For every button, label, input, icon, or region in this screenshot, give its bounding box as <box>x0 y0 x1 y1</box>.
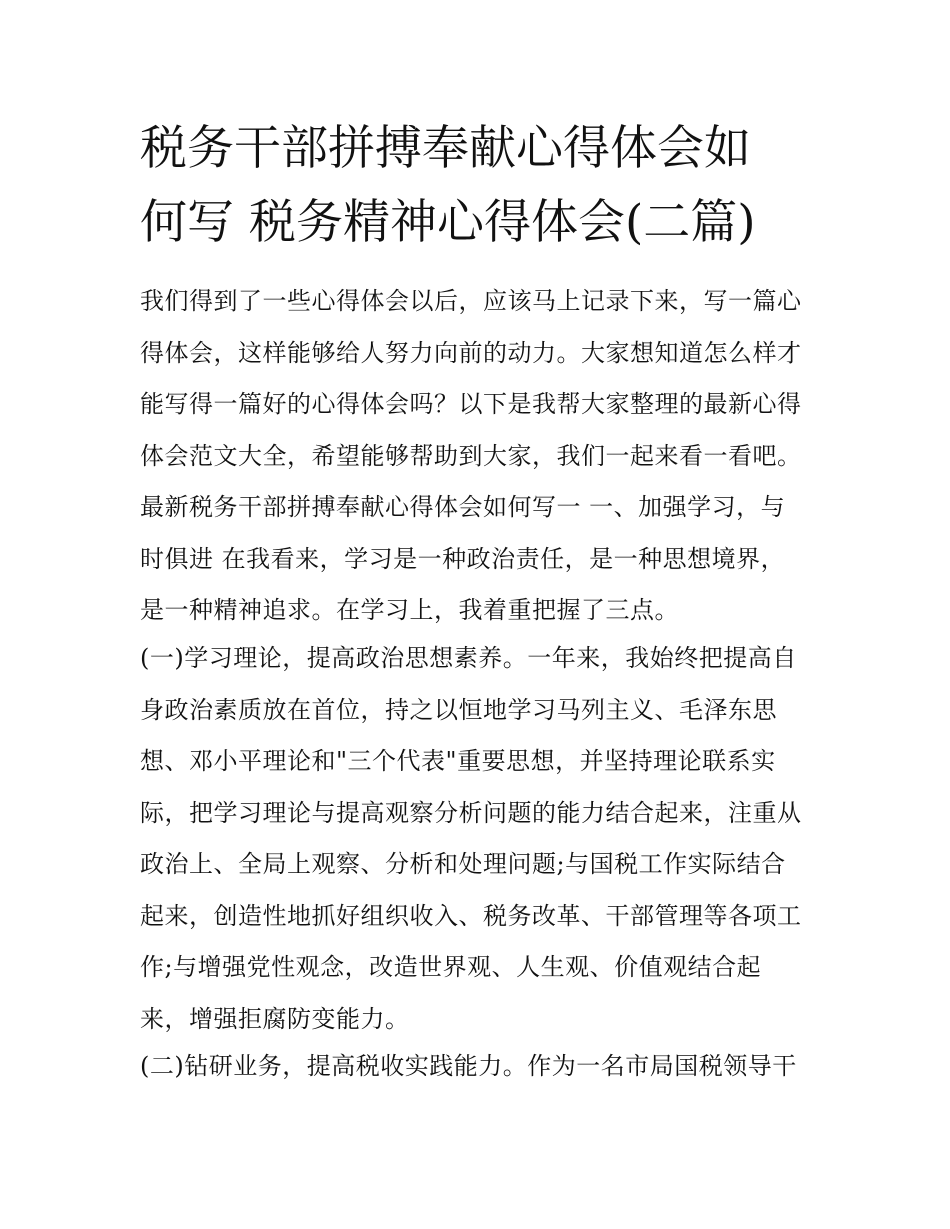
text-line: 时俱进 在我看来，学习是一种政治责任，是一种思想境界， <box>140 544 786 573</box>
text-line: (二)钻研业务，提高税收实践能力。作为一名市局国税领导干 <box>140 1052 797 1080</box>
paragraph-study-business <box>140 1041 820 1093</box>
text-line: 体会范文大全，希望能够帮助到大家，我们一起来看一看吧。 <box>140 441 802 470</box>
text-line: 最新税务干部拼搏奉献心得体会如何写一 一、加强学习，与 <box>140 493 786 521</box>
text-line: 身政治素质放在首位，持之以恒地学习马列主义、毛泽东思 <box>140 695 777 724</box>
text-line: 政治上、全局上观察、分析和处理问题;与国税工作实际结合 <box>140 850 786 878</box>
text-line: (一)学习理论，提高政治思想素养。一年来，我始终把提高自 <box>140 644 797 672</box>
text-line: 得体会，这样能够给人努力向前的动力。大家想知道怎么样才 <box>140 338 802 367</box>
paragraph-study-theory <box>140 633 820 1045</box>
text-line: 能写得一篇好的心得体会吗？以下是我帮大家整理的最新心得 <box>140 390 802 418</box>
text-line: 起来，创造性地抓好组织收入、税务改革、干部管理等各项工 <box>140 901 802 930</box>
text-line: 是一种精神追求。在学习上，我着重把握了三点。 <box>140 596 679 624</box>
text-line: 我们得到了一些心得体会以后，应该马上记录下来，写一篇心 <box>140 287 802 315</box>
text-line: 作;与增强党性观念，改造世界观、人生观、价值观结合起 <box>140 953 762 981</box>
document-title <box>140 112 820 260</box>
text-line: 想、邓小平理论和"三个代表"重要思想，并坚持理论联系实 <box>140 747 776 775</box>
text-line: 际，把学习理论与提高观察分析问题的能力结合起来，注重从 <box>140 798 802 827</box>
title-line: 税务干部拼搏奉献心得体会如 <box>140 121 751 176</box>
text-line: 来，增强拒腐防变能力。 <box>140 1004 410 1033</box>
paragraph-intro <box>140 276 820 637</box>
title-line: 何写 税务精神心得体会(二篇) <box>140 195 756 250</box>
